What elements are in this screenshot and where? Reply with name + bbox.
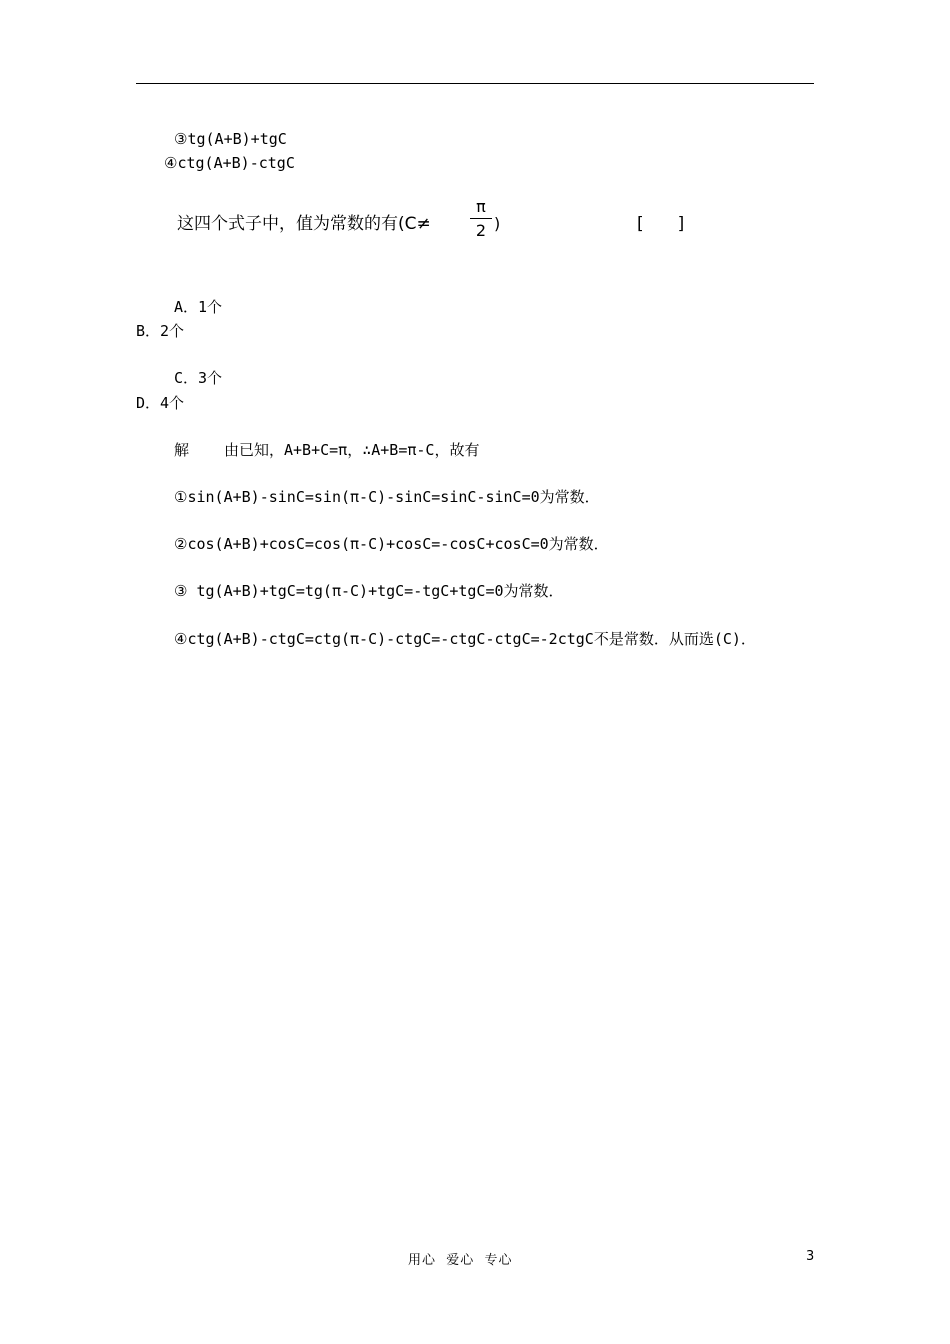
solution-label: 解: [174, 441, 190, 459]
page-number: 3: [806, 1249, 815, 1264]
solution-intro: 由已知，A+B+C=π，∴A+B=π-C，故有: [224, 441, 480, 459]
solution-step-2: ②cos(A+B)+cosC=cos(π-C)+cosC=-cosC+cosC=0为常数．: [174, 535, 609, 553]
option-b: B．2个: [136, 322, 185, 340]
solution-step-4: ④ctg(A+B)-ctgC=ctg(π-C)-ctgC=-ctgC-ctgC=-2ctgC不是常数．从而选(C)．: [174, 630, 756, 648]
item-3: ③tg(A+B)+tgC: [174, 130, 287, 148]
fraction-denominator: 2: [475, 221, 487, 240]
solution-step-3: ③ tg(A+B)+tgC=tg(π-C)+tgC=-tgC+tgC=0为常数．: [174, 582, 564, 600]
header-rule: [136, 83, 814, 84]
option-a: A．1个: [174, 298, 223, 316]
fraction-numerator: π: [476, 197, 486, 216]
solution-step-1: ①sin(A+B)-sinC=sin(π-C)-sinC=sinC-sinC=0为常数．: [174, 488, 600, 506]
option-d: D．4个: [136, 394, 185, 412]
option-c: C．3个: [174, 369, 223, 387]
fraction-bar: [470, 218, 492, 219]
close-paren: ): [494, 214, 501, 233]
fraction-pi-over-2: [470, 198, 492, 240]
question-stem: 这四个式子中，值为常数的有(C≠: [177, 214, 431, 234]
item-4: ④ctg(A+B)-ctgC: [164, 154, 295, 172]
answer-bracket: [ ]: [637, 214, 685, 234]
footer-motto: 用心 爱心 专心: [408, 1253, 513, 1268]
